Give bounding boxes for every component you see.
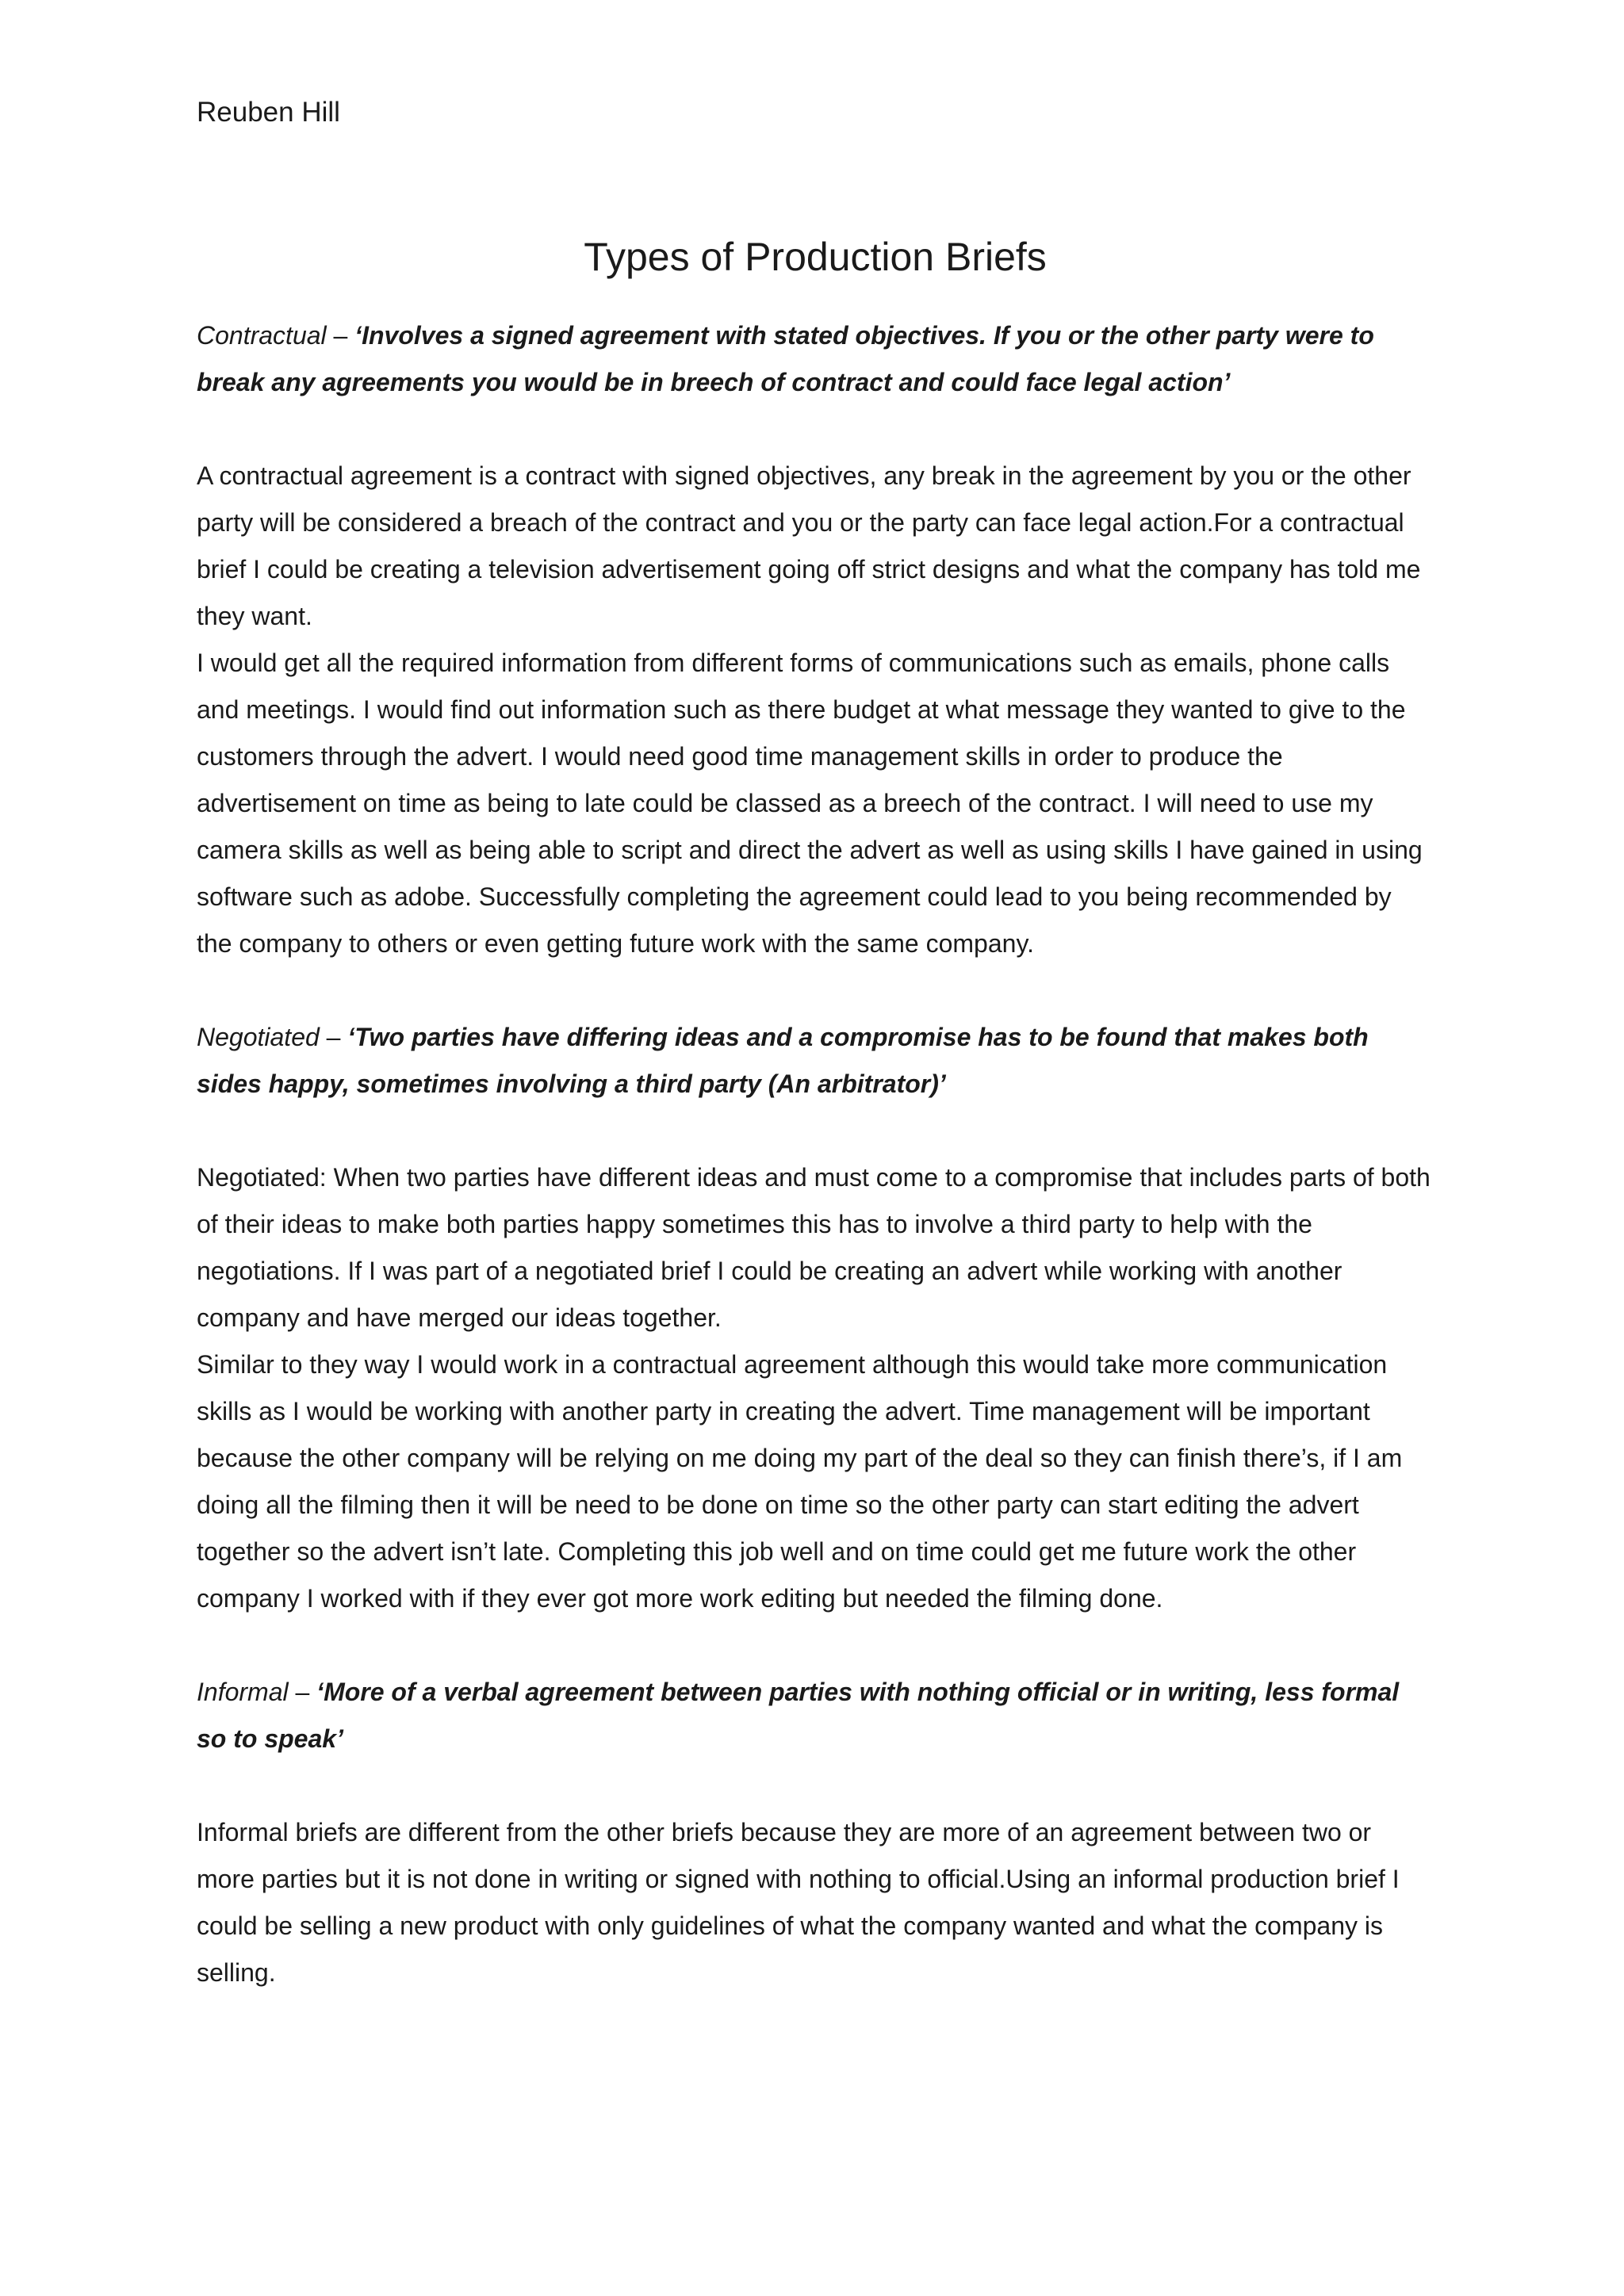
- term-dash: –: [326, 321, 355, 350]
- section-contractual: [197, 312, 1434, 967]
- term-negotiated: Negotiated: [197, 1023, 320, 1051]
- definition-contractual: [197, 312, 1434, 406]
- paragraph: Informal briefs are different from the other briefs because they are more of an agreement between two or more parties but it is not done in writing or signed with nothing to official.Using an informal production brief I could be selling a new product with only guidelines of what the company wanted and what the company is selling.: [197, 1818, 1400, 1987]
- author-name: Reuben Hill: [197, 97, 340, 128]
- quote-negotiated: ‘Two parties have differing ideas and a compromise has to be found that makes both sides happy, sometimes involving a third party (An arbitrator)’: [197, 1023, 1369, 1098]
- quote-contractual: ‘Involves a signed agreement with stated objectives. If you or the other party were to break any agreements you would be in breech of contract and could face legal action’: [197, 321, 1374, 396]
- section-negotiated: [197, 1014, 1434, 1622]
- term-dash: –: [288, 1678, 317, 1706]
- document-page: [197, 94, 1434, 1996]
- term-contractual: Contractual: [197, 321, 327, 350]
- page-title: Types of Production Briefs: [584, 235, 1047, 279]
- paragraph: A contractual agreement is a contract with signed objectives, any break in the agreement by you or the other party will be considered a breach of the contract and you or the party can face legal action.For a contractual brief I could be creating a television advertisement going off strict designs and what the company has told me they want.: [197, 461, 1421, 630]
- paragraph: Similar to they way I would work in a contractual agreement although this would take more communication skills as I would be working with another party in creating the advert. Time management will be important because the other company will be relying on me doing my part of the deal so they can finish there’s, if I am doing all the filming then it will be need to be done on time so the other party can start editing the advert together so the advert isn’t late. Completing this job well and on time could get me future work the other company I worked with if they ever got more work editing but needed the filming done.: [197, 1350, 1403, 1613]
- paragraph: Negotiated: When two parties have different ideas and must come to a compromise that includes parts of both of their ideas to make both parties happy sometimes this has to involve a third party to help with the negotiations. If I was part of a negotiated brief I could be creating an advert while working with another company and have merged our ideas together.: [197, 1163, 1431, 1332]
- definition-negotiated: [197, 1014, 1434, 1108]
- paragraph: I would get all the required information from different forms of communications such as emails, phone calls and meetings. I would find out information such as there budget at what message they wanted to give to the customers through the advert. I would need good time management skills in order to produce the advertisement on time as being to late could be classed as a breech of the contract. I will need to use my camera skills as well as being able to script and direct the advert as well as using skills I have gained in using software such as adobe. Successfully completing the agreement could lead to you being recommended by the company to others or even getting future work with the same company.: [197, 649, 1423, 958]
- definition-informal: [197, 1669, 1434, 1762]
- term-informal: Informal: [197, 1678, 289, 1706]
- term-dash: –: [319, 1023, 348, 1051]
- quote-informal: ‘More of a verbal agreement between parties with nothing official or in writing, less formal so to speak’: [197, 1678, 1400, 1753]
- section-informal: [197, 1669, 1434, 1996]
